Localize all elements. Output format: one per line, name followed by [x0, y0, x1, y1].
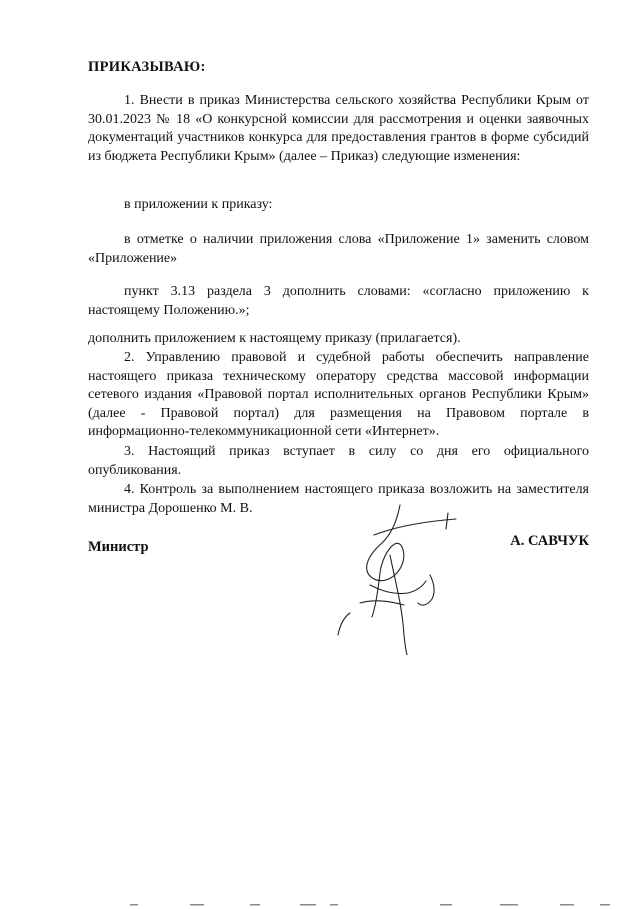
- paragraph-1: 1. Внести в приказ Министерства сельского хозяйства Республики Крым от 30.01.2023 № 18 «О конкурсной комиссии для рассмотрения и оценки заявочных документаций участников конкурса для предоставления грантов в форме субсидий из бюджета Республики Крым» (далее – Приказ) следующие изменения:: [88, 93, 589, 164]
- handwritten-signature: [330, 495, 470, 655]
- paragraph-2: 2. Управлению правовой и судебной работы обеспечить направление настоящего приказа техническому оператору средства массовой информации сетевого издания «Правовой портал исполнительных органов Республики Крым» (далее - Правовой портал) для размещения на Правовом портале в информационно-телекоммуникационной сети «Интернет».: [88, 350, 589, 440]
- paragraph-appendix-intro: в приложении к приказу:: [124, 197, 273, 212]
- order-heading: ПРИКАЗЫВАЮ:: [88, 59, 206, 75]
- paragraph-appendix-mark: в отметке о наличии приложения слова «Приложение 1» заменить словом «Приложение»: [88, 232, 589, 266]
- paragraph-3: 3. Настоящий приказ вступает в силу со дня его официального опубликования.: [88, 444, 589, 478]
- scan-edge-marks: [0, 896, 640, 908]
- paragraph-clause-3-13: пункт 3.13 раздела 3 дополнить словами: «согласно приложению к настоящему Положению.»;: [88, 284, 589, 318]
- signatory-name: А. САВЧУК: [510, 533, 589, 549]
- signatory-title: Министр: [88, 539, 149, 555]
- paragraph-add-appendix: дополнить приложением к настоящему приказу (прилагается).: [88, 331, 461, 346]
- paragraph-4: 4. Контроль за выполнением настоящего приказа возложить на заместителя министра Дорошенко М. В.: [88, 482, 589, 516]
